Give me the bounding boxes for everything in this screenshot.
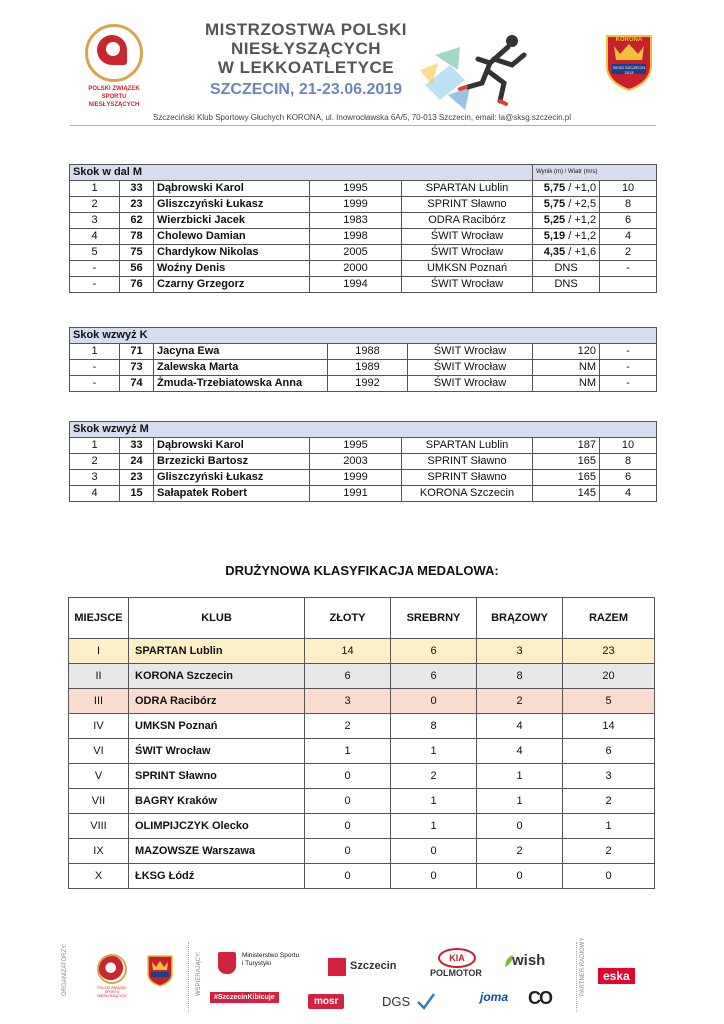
table-cell: 187 [533, 438, 600, 454]
table-cell: 20 [563, 664, 655, 689]
table-cell: 165 [533, 454, 600, 470]
table-cell: - [70, 360, 120, 376]
title-line-1: MISTRZOSTWA POLSKI [205, 20, 407, 39]
table-cell: Brzezicki Bartosz [154, 454, 310, 470]
table-cell: Jacyna Ewa [154, 344, 328, 360]
table-cell: 0 [391, 839, 477, 864]
table-row [70, 277, 657, 293]
table-cell: / +1,0 [568, 182, 597, 194]
medal-row [69, 839, 655, 864]
results-table-long-jump-m [69, 164, 657, 293]
table-cell: BAGRY Kraków [129, 789, 305, 814]
table-cell: 5 [563, 689, 655, 714]
table-row [70, 245, 657, 261]
table-cell: 6 [600, 470, 657, 486]
table-cell: ŚWIT Wrocław [129, 739, 305, 764]
event-name: Skok wzwyż M [70, 422, 657, 438]
club-address: Szczeciński Klub Sportowy Głuchych KORONA, ul. Inowrocławska 6A/5, 70-013 Szczecin, email: la@sksg.szczecin.pl [152, 113, 572, 122]
table-cell: ŚWIT Wrocław [408, 360, 533, 376]
table-row [70, 486, 657, 502]
table-cell: 3 [70, 213, 120, 229]
table-cell: 23 [563, 639, 655, 664]
table-cell: 6 [600, 213, 657, 229]
table-cell: Sałapatek Robert [154, 486, 310, 502]
table-cell: 4 [600, 229, 657, 245]
table-cell: - [70, 261, 120, 277]
table-cell: OLIMPIJCZYK Olecko [129, 814, 305, 839]
table-cell: SPARTAN Lublin [402, 438, 533, 454]
table-cell: 0 [391, 864, 477, 889]
organizers-label: ORGANIZATORZY: [62, 943, 68, 996]
table-cell: Zalewska Marta [154, 360, 328, 376]
kia-logo: KIA [438, 948, 476, 968]
table-cell: 1989 [328, 360, 408, 376]
table-cell: 3 [70, 470, 120, 486]
table-cell: 0 [391, 689, 477, 714]
partner-radio-label: PARTNER RADIOWY [580, 937, 586, 996]
table-cell: ŚWIT Wrocław [402, 229, 533, 245]
table-cell: 6 [563, 739, 655, 764]
table-cell: 4 [70, 486, 120, 502]
table-cell: 3 [477, 639, 563, 664]
event-date: SZCZECIN, 21-23.06.2019 [209, 81, 403, 98]
table-cell: 14 [563, 714, 655, 739]
medal-row [69, 689, 655, 714]
table-cell: 14 [305, 639, 391, 664]
table-cell: ODRA Racibórz [129, 689, 305, 714]
col-header-bronze: BRĄZOWY [477, 598, 563, 639]
sponsor-footer [60, 938, 670, 1018]
table-cell: 1 [477, 789, 563, 814]
table-cell: 1 [70, 438, 120, 454]
event-title [186, 20, 426, 99]
table-cell: 10 [600, 438, 657, 454]
table-cell: VII [69, 789, 129, 814]
table-cell: X [69, 864, 129, 889]
results-table-high-jump-k [69, 327, 657, 392]
table-cell: Czarny Grzegorz [154, 277, 310, 293]
table-cell: 1994 [310, 277, 402, 293]
table-cell: 2 [563, 839, 655, 864]
table-cell: 15 [120, 486, 154, 502]
table-cell: 33 [120, 438, 154, 454]
table-cell: 4 [70, 229, 120, 245]
szczecin-kibicuje-tag: #SzczecinKibicuje [210, 992, 279, 1003]
pzsn-logo [78, 24, 150, 108]
table-cell: ŚWIT Wrocław [408, 376, 533, 392]
table-cell: 2 [563, 789, 655, 814]
table-cell: 1992 [328, 376, 408, 392]
table-cell: 0 [305, 764, 391, 789]
table-cell: 78 [120, 229, 154, 245]
footer-separator [576, 942, 577, 1012]
table-cell: 1988 [328, 344, 408, 360]
table-cell: 1 [477, 764, 563, 789]
eska-logo: eska [598, 968, 635, 984]
polmotor-logo: POLMOTOR [430, 968, 482, 978]
col-header-silver: SREBRNY [391, 598, 477, 639]
table-cell: 23 [120, 197, 154, 213]
table-row [70, 197, 657, 213]
wish-logo: wish [512, 952, 546, 969]
table-cell: 0 [563, 864, 655, 889]
table-cell: 75 [120, 245, 154, 261]
table-cell: 1 [391, 739, 477, 764]
table-cell: - [70, 277, 120, 293]
table-cell: 4 [477, 739, 563, 764]
pzsn-footer-text: POLSKI ZWIĄZEK SPORTU NIESŁYSZĄCYCH [97, 986, 127, 998]
table-cell: 71 [120, 344, 154, 360]
table-cell: 2003 [310, 454, 402, 470]
table-cell: UMKSN Poznań [402, 261, 533, 277]
table-cell: 74 [120, 376, 154, 392]
table-cell: 1 [391, 789, 477, 814]
table-cell: 0 [477, 814, 563, 839]
table-cell: - [600, 344, 657, 360]
table-cell: IV [69, 714, 129, 739]
table-cell: 1999 [310, 470, 402, 486]
table-cell: 23 [120, 470, 154, 486]
table-cell: SPARTAN Lublin [129, 639, 305, 664]
table-cell: DNS [554, 262, 578, 274]
table-cell: 1995 [310, 181, 402, 197]
title-line-3: W LEKKOATLETYCE [217, 58, 395, 77]
table-cell: NM [533, 376, 600, 392]
pzsn-footer-icon [97, 954, 127, 984]
wish-leaf-icon [504, 954, 514, 968]
table-cell: Gliszczyński Łukasz [154, 197, 310, 213]
table-cell: 3 [305, 689, 391, 714]
table-row [70, 344, 657, 360]
table-cell: - [600, 261, 657, 277]
table-cell: UMKSN Poznań [129, 714, 305, 739]
table-cell: 1995 [310, 438, 402, 454]
table-cell: Gliszczyński Łukasz [154, 470, 310, 486]
table-cell: 2 [600, 245, 657, 261]
event-header-row [70, 422, 657, 438]
medal-row [69, 864, 655, 889]
table-cell: 2005 [310, 245, 402, 261]
table-cell: 2 [70, 197, 120, 213]
header-divider [70, 125, 656, 126]
table-cell: 24 [120, 454, 154, 470]
table-cell: 56 [120, 261, 154, 277]
table-cell: SPARTAN Lublin [402, 181, 533, 197]
table-cell: / +2,5 [568, 198, 597, 210]
table-cell: 8 [600, 454, 657, 470]
col-header-place: MIEJSCE [69, 598, 129, 639]
table-cell: I [69, 639, 129, 664]
table-cell: - [600, 376, 657, 392]
table-cell: 0 [305, 839, 391, 864]
table-cell: 165 [533, 470, 600, 486]
szczecin-logo-text: Szczecin [350, 960, 397, 972]
medal-row [69, 739, 655, 764]
joma-logo: joma [480, 990, 509, 1004]
table-cell: ŚWIT Wrocław [402, 277, 533, 293]
table-cell: / +1,6 [568, 246, 597, 258]
szczecin-logo-icon [328, 958, 346, 976]
table-cell: 5,19 [543, 230, 566, 242]
table-cell: SPRINT Sławno [129, 764, 305, 789]
table-cell: II [69, 664, 129, 689]
ministry-label: Ministerstwo Sportu i Turystyki [242, 952, 300, 967]
table-cell: 8 [600, 197, 657, 213]
mosr-logo: mosr [308, 994, 344, 1009]
table-cell: ODRA Racibórz [402, 213, 533, 229]
medal-row [69, 639, 655, 664]
table-cell: 10 [600, 181, 657, 197]
table-cell: VI [69, 739, 129, 764]
table-cell: Woźny Denis [154, 261, 310, 277]
table-cell: 4 [477, 714, 563, 739]
table-cell: 1 [70, 344, 120, 360]
table-cell: Cholewo Damian [154, 229, 310, 245]
table-cell: KORONA Szczecin [129, 664, 305, 689]
table-cell: 6 [391, 664, 477, 689]
dgs-logo: DGS [382, 994, 411, 1009]
medal-row [69, 789, 655, 814]
table-row [70, 470, 657, 486]
table-cell: 8 [391, 714, 477, 739]
table-cell: 2 [391, 764, 477, 789]
table-cell: / +1,2 [568, 230, 597, 242]
table-row [70, 213, 657, 229]
results-table-high-jump-m [69, 421, 657, 502]
table-cell: 0 [305, 789, 391, 814]
table-row [70, 438, 657, 454]
result-legend: Wynik (m) / Wiatr (m/s) [533, 165, 657, 181]
table-cell: 4 [600, 486, 657, 502]
table-cell: 76 [120, 277, 154, 293]
table-cell: 73 [120, 360, 154, 376]
footer-separator [188, 942, 189, 1012]
table-cell: Chardykow Nikolas [154, 245, 310, 261]
table-cell: 5,25 [543, 214, 566, 226]
table-cell: - [600, 360, 657, 376]
table-cell: Dąbrowski Karol [154, 438, 310, 454]
col-header-total: RAZEM [563, 598, 655, 639]
runner-graphic-icon [420, 25, 540, 115]
table-cell: 0 [305, 864, 391, 889]
table-cell: 33 [120, 181, 154, 197]
medal-header-row [69, 598, 655, 639]
table-cell: 5,75 [543, 182, 566, 194]
dgs-check-icon [416, 992, 436, 1012]
table-cell: SPRINT Sławno [402, 197, 533, 213]
event-header-row [70, 165, 657, 181]
table-cell: 0 [305, 814, 391, 839]
table-cell: 6 [305, 664, 391, 689]
pzsn-logo-text: POLSKI ZWIĄZEK SPORTU NIESŁYSZĄCYCH [88, 86, 140, 108]
table-row [70, 454, 657, 470]
medal-row [69, 814, 655, 839]
table-cell: SPRINT Sławno [402, 454, 533, 470]
table-cell: 1 [563, 814, 655, 839]
table-cell: 4,35 [543, 246, 566, 258]
table-cell: SPRINT Sławno [402, 470, 533, 486]
supporters-label: WSPIERAJĄCY: [196, 951, 202, 996]
table-cell: 1 [305, 739, 391, 764]
poland-eagle-icon [218, 952, 238, 976]
table-cell: KORONA Szczecin [402, 486, 533, 502]
table-cell [600, 277, 657, 293]
table-cell: 2 [305, 714, 391, 739]
table-cell: 120 [533, 344, 600, 360]
table-cell: 1983 [310, 213, 402, 229]
col-header-club: KLUB [129, 598, 305, 639]
table-cell: 5 [70, 245, 120, 261]
korona-footer-icon [146, 954, 174, 988]
korona-logo-text: KORONA [615, 37, 643, 43]
table-cell: 3 [563, 764, 655, 789]
event-name: Skok wzwyż K [70, 328, 657, 344]
table-cell: 2 [477, 689, 563, 714]
table-cell: Żmuda-Trzebiatowska Anna [154, 376, 328, 392]
table-cell: 1991 [310, 486, 402, 502]
table-cell: 1 [70, 181, 120, 197]
table-cell: III [69, 689, 129, 714]
table-cell: MAZOWSZE Warszawa [129, 839, 305, 864]
pzsn-emblem-icon [85, 24, 143, 82]
medal-row [69, 664, 655, 689]
table-cell: ŚWIT Wrocław [402, 245, 533, 261]
medal-row [69, 714, 655, 739]
table-cell: DNS [554, 278, 578, 290]
table-cell: Wierzbicki Jacek [154, 213, 310, 229]
co-logo: CO [528, 988, 551, 1008]
col-header-gold: ZŁOTY [305, 598, 391, 639]
table-cell: ŚWIT Wrocław [408, 344, 533, 360]
medal-row [69, 764, 655, 789]
table-cell: VIII [69, 814, 129, 839]
table-row [70, 229, 657, 245]
medal-table [68, 597, 655, 889]
title-line-2: NIESŁYSZĄCYCH [230, 39, 382, 58]
medal-table-title: DRUŻYNOWA KLASYFIKACJA MEDALOWA: [225, 563, 499, 578]
korona-logo-subtext: SKSG SZCZECIN 2013 [612, 65, 646, 75]
event-header-row [70, 328, 657, 344]
table-cell: Dąbrowski Karol [154, 181, 310, 197]
event-name: Skok w dal M [70, 165, 533, 181]
table-cell: 1999 [310, 197, 402, 213]
table-cell: 5,75 [543, 198, 566, 210]
table-row [70, 360, 657, 376]
table-cell: IX [69, 839, 129, 864]
pzsn-footer-logo [92, 954, 132, 998]
table-cell: 2 [70, 454, 120, 470]
table-cell: NM [533, 360, 600, 376]
table-cell: ŁKSG Łódź [129, 864, 305, 889]
table-cell: 62 [120, 213, 154, 229]
table-cell: 145 [533, 486, 600, 502]
table-row [70, 376, 657, 392]
table-cell: 1998 [310, 229, 402, 245]
table-cell: / +1,2 [568, 214, 597, 226]
table-cell: 2000 [310, 261, 402, 277]
table-cell: V [69, 764, 129, 789]
table-cell: 8 [477, 664, 563, 689]
table-row [70, 181, 657, 197]
table-cell: 6 [391, 639, 477, 664]
table-cell: 1 [391, 814, 477, 839]
table-cell: - [70, 376, 120, 392]
table-row [70, 261, 657, 277]
table-cell: 2 [477, 839, 563, 864]
table-cell: 0 [477, 864, 563, 889]
